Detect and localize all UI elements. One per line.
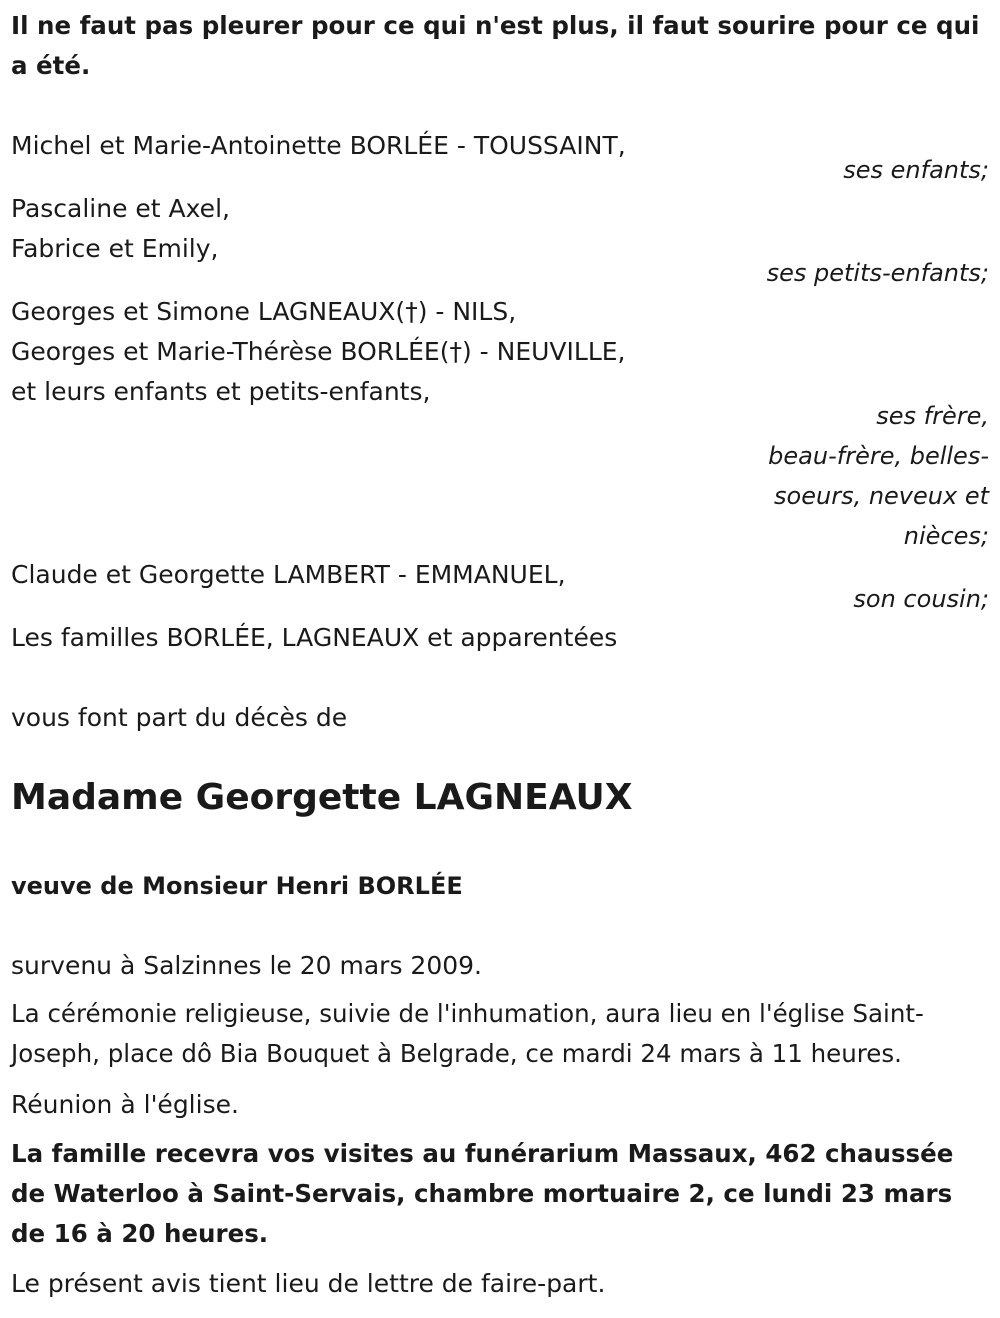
role-label: ses enfants;	[843, 156, 989, 184]
family-line: Fabrice et Emily,	[11, 234, 219, 263]
meeting-info: Réunion à l'église.	[11, 1090, 239, 1119]
death-info: survenu à Salzinnes le 20 mars 2009.	[11, 951, 482, 980]
epigraph: Il ne faut pas pleurer pour ce qui n'est plus, il faut sourire pour ce qui a été.	[11, 11, 980, 80]
role-label: ses petits-enfants;	[766, 259, 989, 287]
role-label: son cousin;	[853, 585, 989, 613]
family-line: Pascaline et Axel,	[11, 194, 230, 223]
announcement: vous font part du décès de	[11, 703, 348, 732]
family-line: Georges et Marie-Thérèse BORLÉE(†) - NEUVILLE,	[11, 337, 626, 366]
family-line: Michel et Marie-Antoinette BORLÉE - TOUSSAINT,	[11, 131, 626, 160]
family-line: Les familles BORLÉE, LAGNEAUX et apparentées	[11, 623, 618, 652]
family-line: Claude et Georgette LAMBERT - EMMANUEL,	[11, 560, 566, 589]
family-line: et leurs enfants et petits-enfants,	[11, 377, 431, 406]
visits-info: La famille recevra vos visites au funérarium Massaux, 462 chaussée de Waterloo à Saint-Servais, chambre mortuaire 2, ce lundi 23 mars de 16 à 20 heures.	[11, 1139, 954, 1248]
widow-of: veuve de Monsieur Henri BORLÉE	[11, 872, 463, 900]
role-label-line: beau-frère, belles-	[768, 442, 989, 470]
ceremony-info: La cérémonie religieuse, suivie de l'inhumation, aura lieu en l'église Saint-Joseph, place dô Bia Bouquet à Belgrade, ce mardi 24 mars à 11 heures.	[11, 999, 924, 1068]
role-label-line: nièces;	[903, 522, 989, 550]
family-line: Georges et Simone LAGNEAUX(†) - NILS,	[11, 297, 517, 326]
family-group-families	[11, 618, 989, 658]
role-label-siblings	[11, 396, 989, 556]
role-label-line: soeurs, neveux et	[774, 482, 989, 510]
closing-note: Le présent avis tient lieu de lettre de faire-part.	[11, 1269, 606, 1298]
role-label-line: ses frère,	[876, 402, 989, 430]
family-group-siblings	[11, 292, 989, 412]
deceased-name: Madame Georgette LAGNEAUX	[11, 777, 633, 818]
